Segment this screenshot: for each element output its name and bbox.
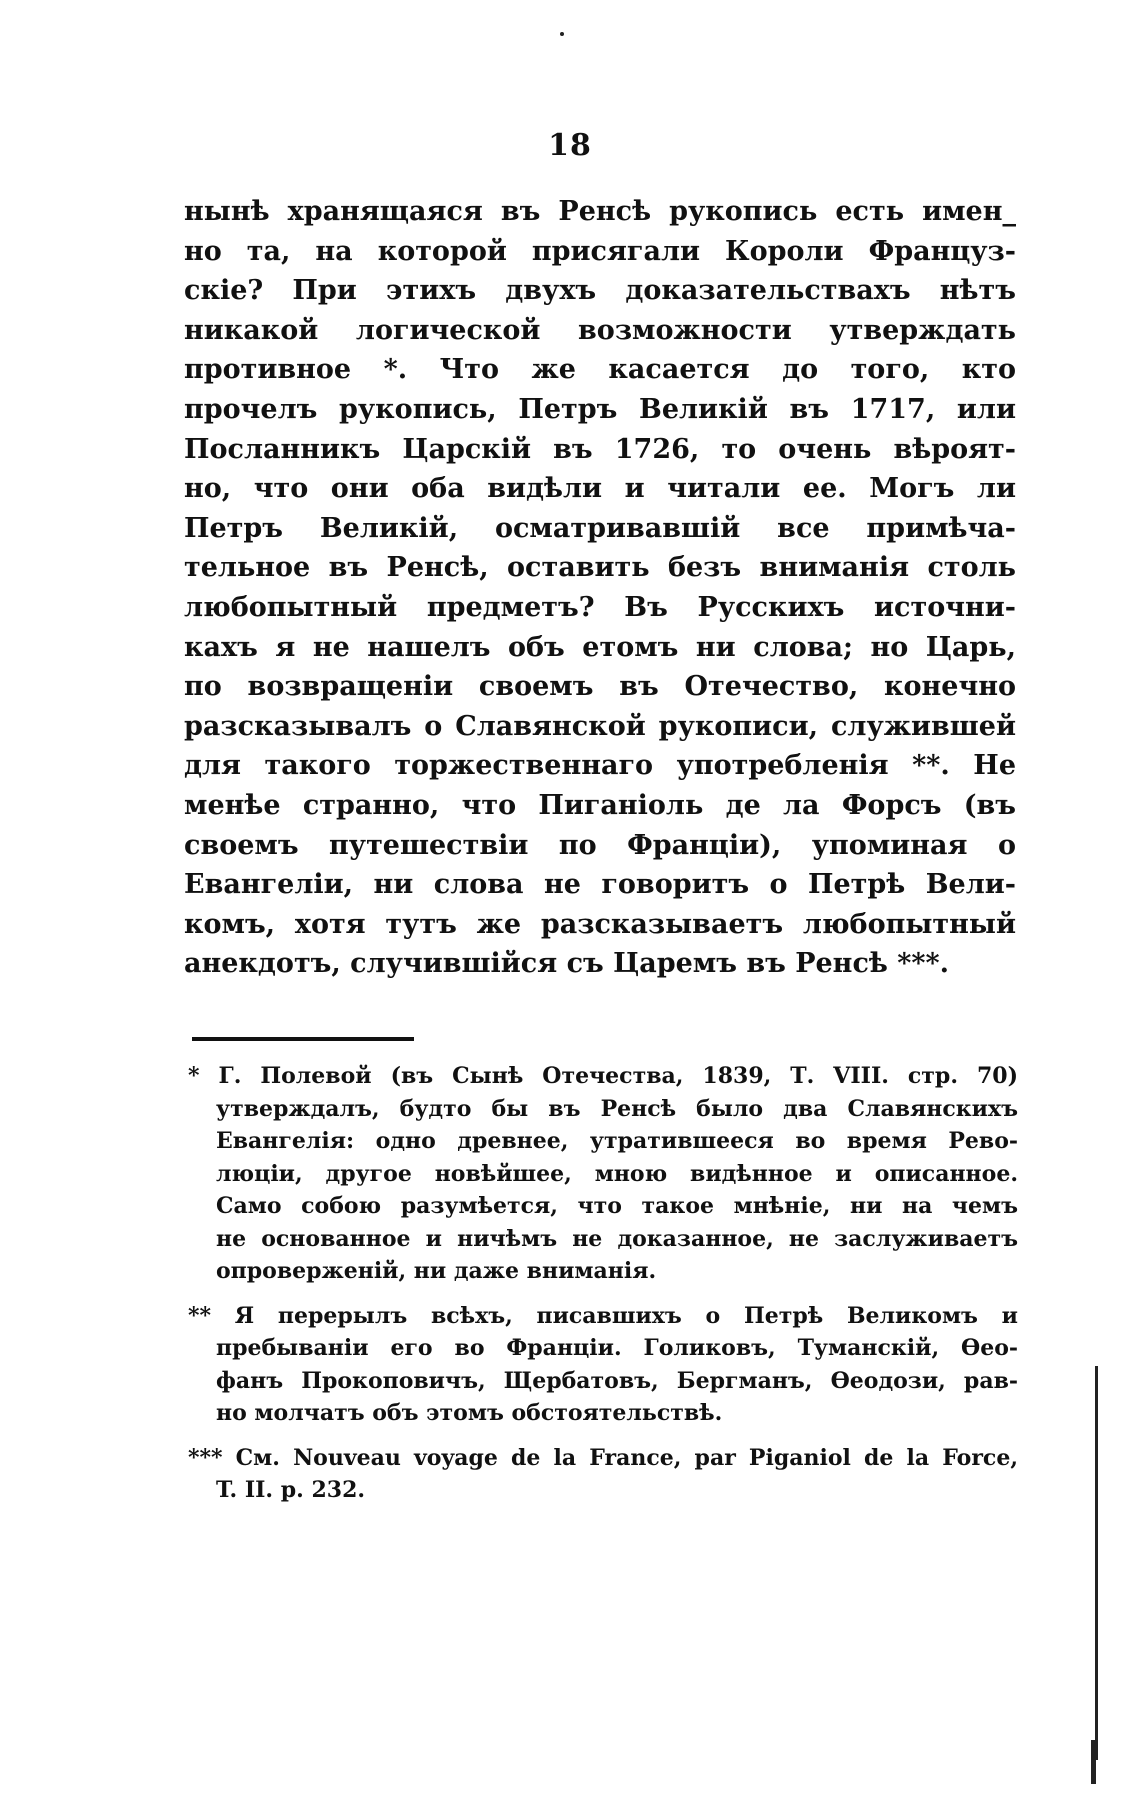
text-line: разсказывалъ о Славянской рукописи, служившей (184, 710, 1016, 742)
footnote-line: опроверженій, ни даже вниманія. (216, 1258, 657, 1284)
footnote-line: люціи, другое новѣйшее, мною видѣнное и описанное. (216, 1160, 1018, 1187)
scan-edge-mark (1091, 1740, 1096, 1784)
footnote-line: утверждалъ, будто бы въ Ренсѣ было два Славянскихъ (216, 1095, 1018, 1122)
text-line: Евангеліи, ни слова не говоритъ о Петрѣ Вели- (184, 869, 1016, 901)
text-line: но, что они оба видѣли и читали ее. Могъ ли (184, 473, 1016, 505)
text-line: по возвращеніи своемъ въ Отечество, конечно (184, 671, 1016, 703)
text-line: любопытный предметъ? Въ Русскихъ источни- (184, 591, 1016, 623)
main-text (184, 192, 1016, 984)
footnote-separator (192, 1037, 414, 1041)
text-line: Посланникъ Царскій въ 1726, то очень вѣроят- (184, 433, 1016, 465)
text-line: кахъ я не нашелъ объ етомъ ни слова; но Царь, (184, 631, 1016, 663)
scan-edge-mark (1095, 1366, 1098, 1760)
footnote-3 (188, 1442, 1018, 1507)
text-line: своемъ путешествіи по Франціи), упоминая о (184, 829, 1016, 861)
text-line: но та, на которой присягали Короли Француз- (184, 235, 1016, 267)
footnote-line: ** Я перерылъ всѣхъ, писавшихъ о Петрѣ Великомъ и (188, 1302, 1018, 1329)
footnote-line: T. II. p. 232. (216, 1477, 366, 1503)
footnote-line: Само собою разумѣется, что такое мнѣніе, ни на чемъ (216, 1193, 1018, 1219)
text-line: никакой логической возможности утверждать (184, 314, 1016, 346)
text-line: противное *. Что же касается до того, кто (184, 354, 1016, 386)
text-line: нынѣ хранящаяся въ Ренсѣ рукопись есть имен_ (184, 196, 1016, 227)
text-line: Петръ Великій, осматривавшій все примѣча- (184, 512, 1016, 544)
footnote-line: но молчатъ объ этомъ обстоятельствѣ. (216, 1400, 723, 1426)
footnote-line: пребываніи его во Франціи. Голиковъ, Туманскій, Ѳео- (216, 1335, 1018, 1361)
footnote-1 (188, 1060, 1018, 1288)
footnote-line: Евангелія: одно древнее, утратившееся во время Рево- (216, 1128, 1018, 1154)
footnote-line: *** См. Nouveau voyage de la France, par Piganiol de la Force, (188, 1444, 1018, 1471)
footnote-2 (188, 1300, 1018, 1430)
text-line: скіе? При этихъ двухъ доказательствахъ нѣтъ (184, 275, 1016, 307)
footnote-line: фанъ Прокоповичъ, Щербатовъ, Бергманъ, Ѳеодози, рав- (216, 1367, 1018, 1394)
text-line: комъ, хотя тутъ же разсказываетъ любопытный (184, 908, 1016, 940)
text-line: для такого торжественнаго употребленія **. Не (184, 750, 1016, 782)
text-line: прочелъ рукопись, Петръ Великій въ 1717, или (184, 393, 1016, 425)
footnote-line: не основанное и ничѣмъ не доказанное, не заслуживаетъ (216, 1225, 1018, 1252)
page-number: 18 (548, 128, 592, 163)
scan-dot-mark (560, 32, 564, 36)
text-line: менѣе странно, что Пиганіоль де ла Форсъ (въ (184, 789, 1016, 821)
footnotes (188, 1060, 1018, 1507)
text-line: тельное въ Ренсѣ, оставить безъ вниманія столь (184, 552, 1016, 584)
footnote-line: * Г. Полевой (въ Сынѣ Отечества, 1839, Т. VIII. стр. 70) (188, 1063, 1018, 1089)
text-line: анекдотъ, случившійся съ Царемъ въ Ренсѣ ***. (184, 948, 950, 980)
